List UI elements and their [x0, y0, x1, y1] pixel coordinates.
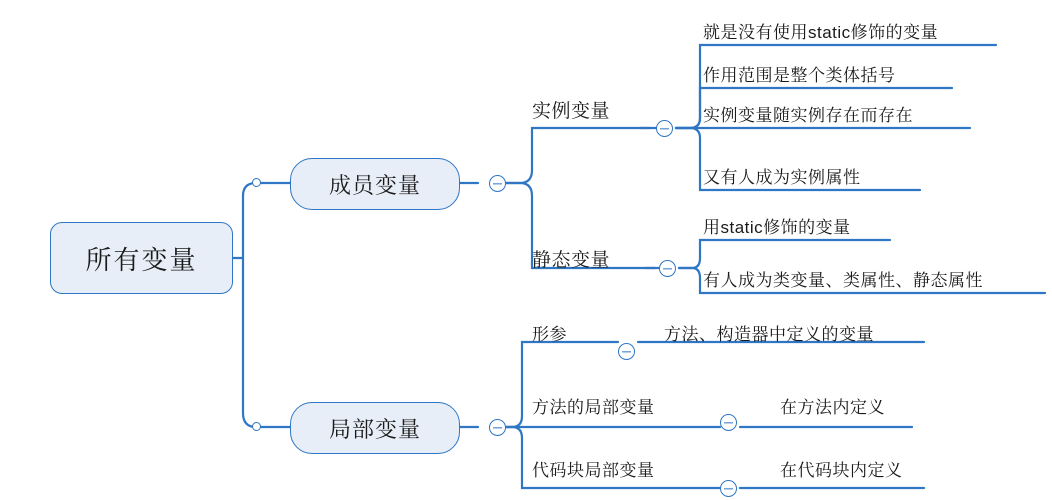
leaf-node-block-local-1-label: 在代码块内定义	[780, 460, 903, 480]
collapse-toggle-instance[interactable]	[656, 120, 673, 137]
leaf-node-instance-3[interactable]	[703, 101, 983, 125]
branch-node-local[interactable]	[290, 402, 460, 454]
leaf-node-static-2[interactable]	[703, 266, 1048, 290]
leaf-node-param-1[interactable]	[664, 320, 929, 344]
child-node-method-local[interactable]	[532, 393, 712, 417]
collapse-toggle-local[interactable]	[489, 419, 506, 436]
child-node-instance[interactable]	[532, 96, 652, 122]
leaf-node-param-1-label: 方法、构造器中定义的变量	[664, 324, 874, 344]
child-node-block-local-label: 代码块局部变量	[532, 460, 655, 480]
leaf-node-instance-4-label: 又有人成为实例属性	[703, 167, 861, 187]
branch-node-member-label: 成员变量	[328, 172, 421, 198]
leaf-node-static-2-label: 有人成为类变量、类属性、静态属性	[703, 270, 983, 290]
leaf-node-instance-2-label: 作用范围是整个类体括号	[703, 65, 896, 85]
leaf-node-instance-1[interactable]	[703, 18, 1003, 42]
leaf-node-method-local-1-label: 在方法内定义	[780, 397, 885, 417]
root-node-label: 所有变量	[85, 244, 198, 275]
branch-node-member[interactable]	[290, 158, 460, 210]
child-node-block-local[interactable]	[532, 456, 722, 480]
leaf-node-instance-4[interactable]	[703, 163, 943, 187]
child-node-param-label: 形参	[532, 324, 567, 344]
branch-dot-member	[252, 178, 261, 187]
collapse-toggle-method-local[interactable]	[720, 414, 737, 431]
child-node-static[interactable]	[532, 245, 652, 271]
child-node-static-label: 静态变量	[532, 249, 611, 271]
collapse-toggle-block-local[interactable]	[720, 480, 737, 497]
collapse-toggle-static[interactable]	[659, 260, 676, 277]
branch-node-local-label: 局部变量	[328, 416, 421, 442]
child-node-param[interactable]	[532, 320, 612, 344]
leaf-node-static-1[interactable]	[703, 213, 933, 237]
leaf-node-instance-1-label: 就是没有使用static修饰的变量	[703, 22, 939, 42]
leaf-node-block-local-1[interactable]	[780, 456, 970, 480]
branch-dot-local	[252, 422, 261, 431]
leaf-node-method-local-1[interactable]	[780, 393, 950, 417]
child-node-instance-label: 实例变量	[532, 100, 611, 122]
leaf-node-instance-2[interactable]	[703, 61, 963, 85]
collapse-toggle-param[interactable]	[618, 343, 635, 360]
child-node-method-local-label: 方法的局部变量	[532, 397, 655, 417]
root-node[interactable]	[50, 222, 233, 294]
leaf-node-instance-3-label: 实例变量随实例存在而存在	[703, 105, 913, 125]
collapse-toggle-member[interactable]	[489, 175, 506, 192]
leaf-node-static-1-label: 用static修饰的变量	[703, 217, 851, 237]
